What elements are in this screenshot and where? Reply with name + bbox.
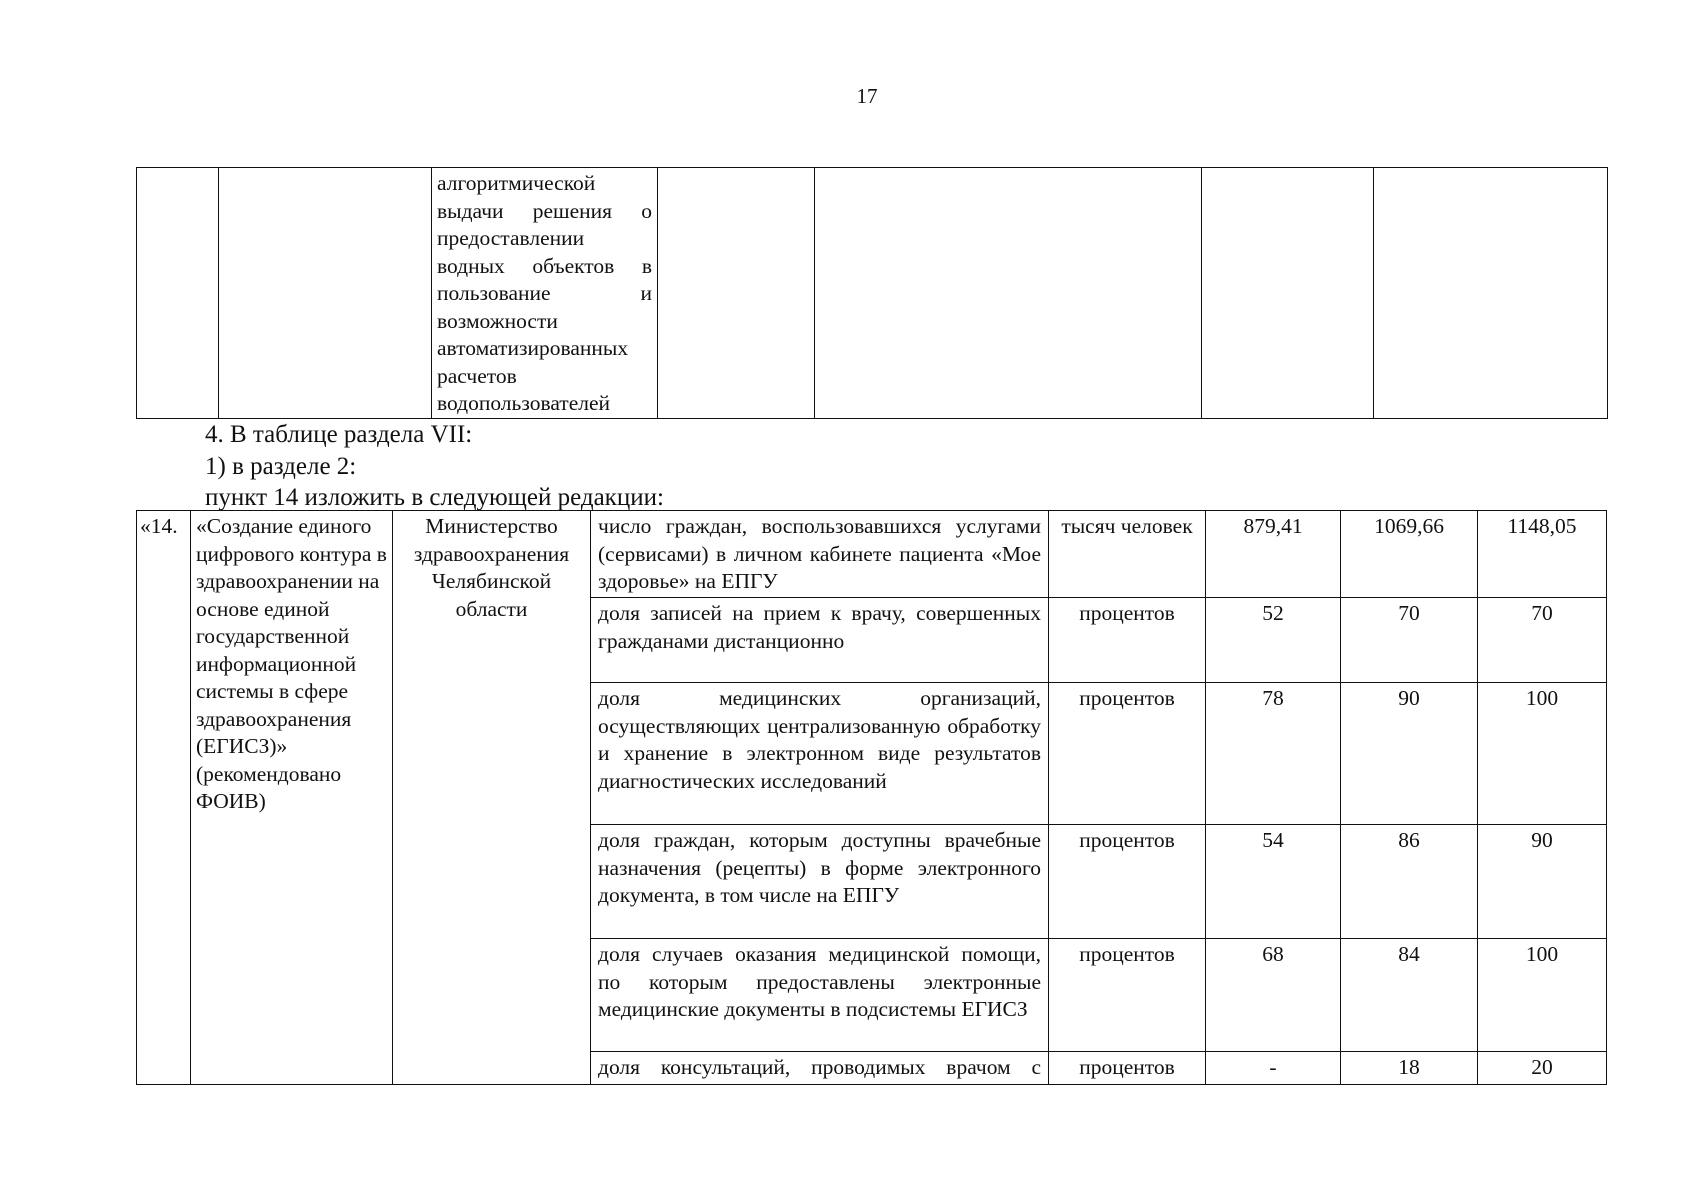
value-cell: 54 (1206, 825, 1341, 939)
unit-cell: процентов (1049, 825, 1206, 939)
value-cell: 100 (1478, 683, 1607, 825)
table-row (137, 511, 1607, 598)
value-cell: 100 (1478, 939, 1607, 1052)
table-row (137, 168, 1608, 419)
table-cell-text: алгоритмической выдачи решения о предоставлении водных объектов в пользование и возможности автоматизированных расчетов водопользователей (432, 168, 658, 419)
value-cell: - (1206, 1052, 1341, 1085)
value-cell: 86 (1341, 825, 1478, 939)
value-cell: 879,41 (1206, 511, 1341, 598)
metric-cell: доля записей на прием к врачу, совершенных гражданами дистанционно (591, 598, 1049, 683)
value-cell: 1069,66 (1341, 511, 1478, 598)
value-cell: 1148,05 (1478, 511, 1607, 598)
unit-cell: процентов (1049, 683, 1206, 825)
instruction-line: пункт 14 изложить в следующей редакции: (205, 484, 664, 511)
item-number: «14. (137, 511, 191, 1085)
value-cell: 20 (1478, 1052, 1607, 1085)
metric-cell: число граждан, воспользовавшихся услугами (сервисами) в личном кабинете пациента «Мое здоровье» на ЕПГУ (591, 511, 1049, 598)
table-cell (815, 168, 1202, 419)
instruction-line: 4. В таблице раздела VII: (205, 421, 473, 448)
unit-cell: процентов (1049, 598, 1206, 683)
table-cell (1202, 168, 1374, 419)
page-number: 17 (856, 84, 878, 108)
table-cell (137, 168, 219, 419)
table-section-vii (136, 510, 1607, 1085)
ministry-name: Министерство здравоохранения Челябинской области (393, 511, 591, 1085)
unit-cell: тысяч человек (1049, 511, 1206, 598)
value-cell: 68 (1206, 939, 1341, 1052)
metric-cell: доля медицинских организаций, осуществляющих централизованную обработку и хранение в электронном виде результатов диагностических исследований (591, 683, 1049, 825)
value-cell: 90 (1341, 683, 1478, 825)
value-cell: 70 (1341, 598, 1478, 683)
unit-cell: процентов (1049, 1052, 1206, 1085)
table-cell (219, 168, 432, 419)
metric-cell: доля случаев оказания медицинской помощи, по которым предоставлены электронные медицинские документы в подсистемы ЕГИСЗ (591, 939, 1049, 1052)
value-cell: 70 (1478, 598, 1607, 683)
value-cell: 18 (1341, 1052, 1478, 1085)
table-cell (1374, 168, 1608, 419)
table-continuation (136, 167, 1608, 419)
metric-cell: доля граждан, которым доступны врачебные назначения (рецепты) в форме электронного документа, в том числе на ЕПГУ (591, 825, 1049, 939)
instruction-line: 1) в разделе 2: (205, 453, 357, 480)
metric-cell: доля консультаций, проводимых врачом с (591, 1052, 1049, 1085)
table-cell (658, 168, 815, 419)
project-name: «Создание единого цифрового контура в здравоохранении на основе единой государственной информационной системы в сфере здравоохранения (ЕГИСЗ)» (рекомендовано ФОИВ) (191, 511, 393, 1085)
value-cell: 52 (1206, 598, 1341, 683)
unit-cell: процентов (1049, 939, 1206, 1052)
value-cell: 90 (1478, 825, 1607, 939)
value-cell: 78 (1206, 683, 1341, 825)
value-cell: 84 (1341, 939, 1478, 1052)
